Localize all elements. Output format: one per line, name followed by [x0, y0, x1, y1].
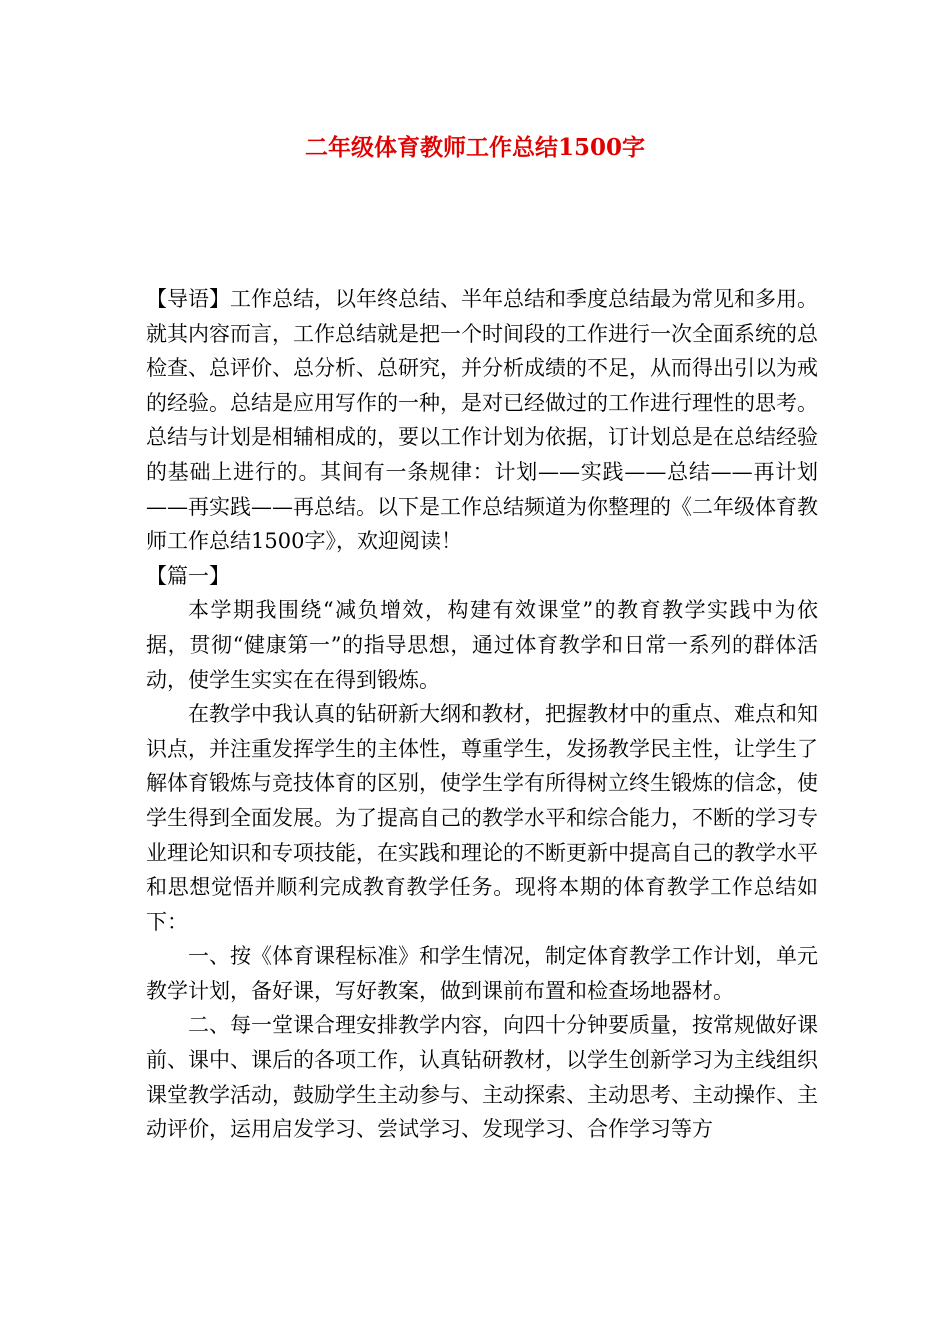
body-paragraph: 本学期我围绕“减负增效，构建有效课堂”的教育教学实践中为依据，贯彻“健康第一”的指导思想，通过体育教学和日常一系列的群体活动，使学生实实在在得到锻炼。: [146, 598, 818, 692]
document-title: 二年级体育教师工作总结1500字: [304, 134, 645, 161]
document-body: [146, 282, 818, 1147]
body-paragraph: 在教学中我认真的钻研新大纲和教材，把握教材中的重点、难点和知识点，并注重发挥学生的主体性，尊重学生，发扬教学民主性，让学生了解体育锻炼与竞技体育的区别，使学生学有所得树立终生锻炼的信念，使学生得到全面发展。为了提高自己的教学水平和综合能力，不断的学习专业理论知识和专项技能，在实践和理论的不断更新中提高自己的教学水平和思想觉悟并顺利完成教育教学任务。现将本期的体育教学工作总结如下：: [146, 702, 818, 934]
body-paragraph: 一、按《体育课程标准》和学生情况，制定体育教学工作计划，单元教学计划，备好课，写好教案，做到课前布置和检查场地器材。: [146, 944, 818, 1003]
intro-paragraph: 【导语】工作总结，以年终总结、半年总结和季度总结最为常见和多用。就其内容而言，工作总结就是把一个时间段的工作进行一次全面系统的总检查、总评价、总分析、总研究，并分析成绩的不足，从而得出引以为戒的经验。总结是应用写作的一种，是对已经做过的工作进行理性的思考。总结与计划是相辅相成的，要以工作计划为依据，订计划总是在总结经验的基础上进行的。其间有一条规律：计划——实践——总结——再计划——再实践——再总结。以下是工作总结频道为你整理的《二年级体育教师工作总结1500字》，欢迎阅读！: [146, 287, 818, 554]
body-paragraph: 二、每一堂课合理安排教学内容，向四十分钟要质量，按常规做好课前、课中、课后的各项工作，认真钻研教材，以学生创新学习为主线组织课堂教学活动，鼓励学生主动参与、主动探索、主动思考、主动操作、主动评价，运用启发学习、尝试学习、发现学习、合作学习等方: [146, 1013, 818, 1142]
section-heading: 【篇一】: [146, 563, 230, 588]
